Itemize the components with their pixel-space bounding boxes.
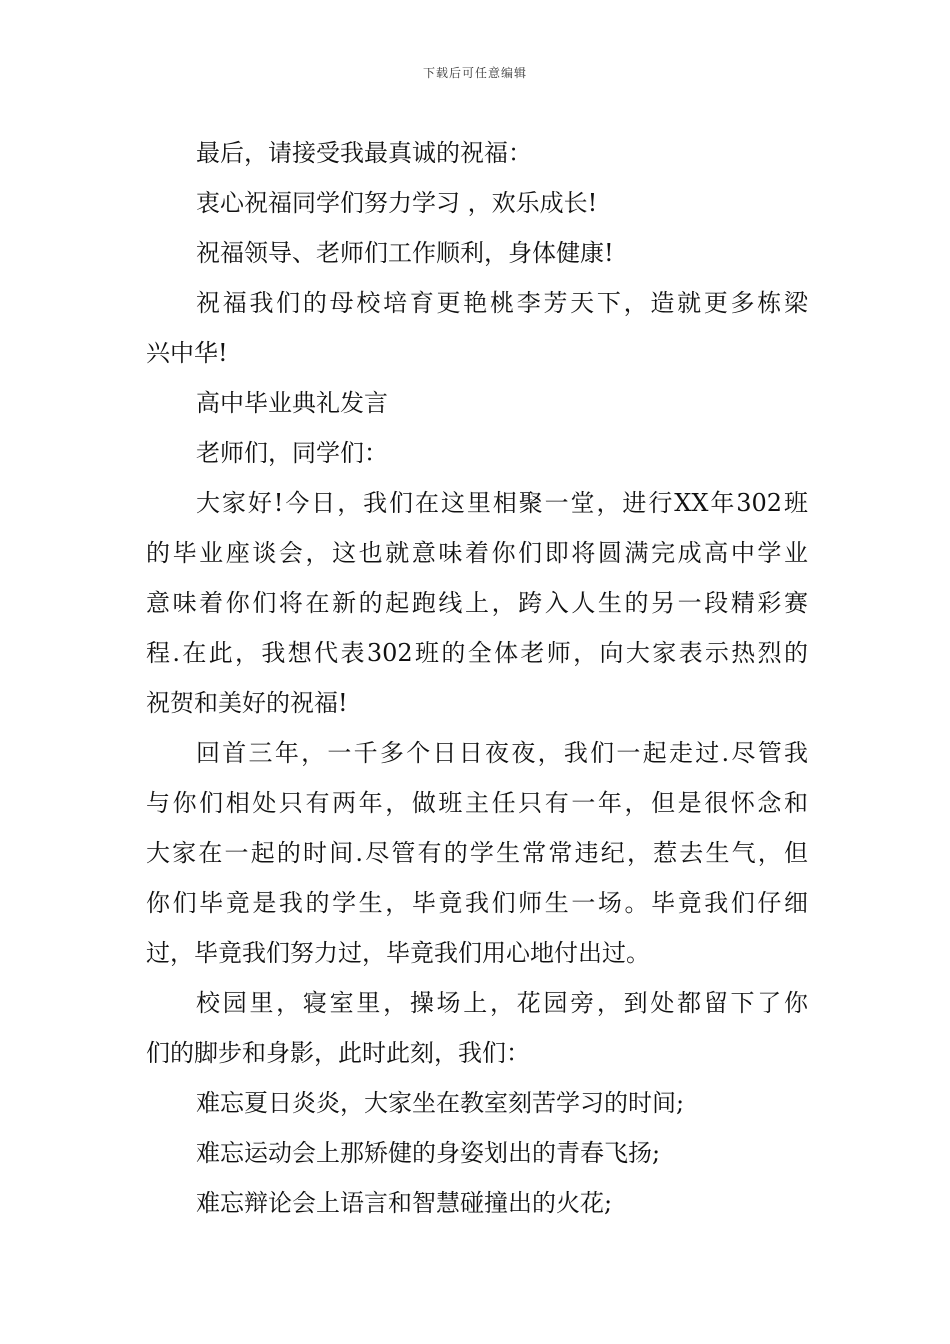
text-line: 意味着你们将在新的起跑线上，跨入人生的另一段精彩赛: [146, 589, 808, 617]
text-line: 回首三年，一千多个日日夜夜，我们一起走过.尽管我: [196, 739, 808, 767]
document-body: [146, 128, 808, 1228]
text-line: 祝福领导、老师们工作顺利，身体健康!: [196, 239, 614, 267]
text-line: 的毕业座谈会，这也就意味着你们即将圆满完成高中学业: [146, 539, 808, 567]
text-line: 大家在一起的时间.尽管有的学生常常违纪，惹去生气，但: [146, 839, 808, 867]
salutation: 老师们，同学们：: [196, 439, 388, 467]
text-line: 你们毕竟是我的学生，毕竟我们师生一场。毕竟我们仔细: [146, 889, 808, 917]
text-line: 过，毕竟我们努力过，毕竟我们用心地付出过。: [146, 939, 650, 967]
text-line: 难忘辩论会上语言和智慧碰撞出的火花;: [196, 1189, 613, 1217]
text-line: 大家好!今日，我们在这里相聚一堂，进行XX年302班: [196, 489, 808, 517]
text-line: 衷心祝福同学们努力学习 ，欢乐成长!: [196, 189, 598, 217]
text-line: 校园里，寝室里，操场上，花园旁，到处都留下了你: [196, 989, 808, 1017]
header-note: 下载后可任意编辑: [422, 66, 527, 80]
text-line: 祝贺和美好的祝福!: [146, 689, 348, 717]
text-line: 兴中华!: [146, 339, 228, 367]
text-line: 难忘夏日炎炎，大家坐在教室刻苦学习的时间;: [196, 1089, 685, 1117]
text-line: 最后，请接受我最真诚的祝福：: [196, 139, 532, 167]
section-title: 高中毕业典礼发言: [196, 389, 388, 417]
text-line: 与你们相处只有两年，做班主任只有一年，但是很怀念和: [146, 789, 808, 817]
text-line: 难忘运动会上那矫健的身姿划出的青春飞扬;: [196, 1139, 661, 1167]
text-line: 程.在此，我想代表302班的全体老师，向大家表示热烈的: [146, 639, 808, 667]
text-line: 祝福我们的母校培育更艳桃李芳天下，造就更多栋梁: [196, 289, 808, 317]
text-line: 们的脚步和身影，此时此刻，我们：: [146, 1039, 530, 1067]
